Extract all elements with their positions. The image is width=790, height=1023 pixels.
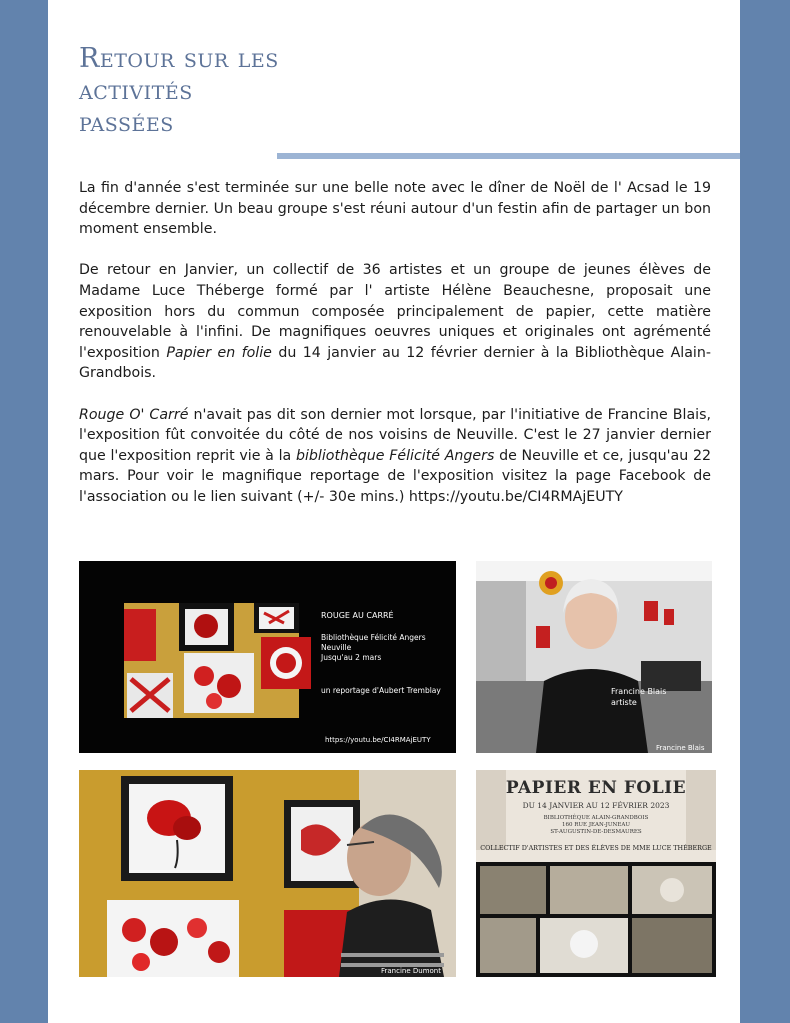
photo-francine-blais — [476, 561, 712, 753]
visitor-image — [79, 770, 456, 977]
portrait-name: Francine Blais — [611, 687, 667, 696]
poster-title: PAPIER EN FOLIE — [505, 778, 687, 798]
video-credit: un reportage d'Aubert Tremblay — [321, 686, 441, 695]
wall-artworks-image — [79, 561, 456, 753]
paragraph-christmas: La fin d'année s'est terminée sur une belle note avec le dîner de Noël de l' Acsad le 19 décembre dernier. Un beau groupe s'est réuni autour d'un festin afin de partager un bon moment ensemble. — [79, 180, 711, 238]
poster-library: BIBLIOTHÈQUE ALAIN-GRANDBOIS — [543, 815, 649, 821]
poster-place — [476, 815, 716, 836]
exhibition-title: Papier en folie — [166, 344, 272, 361]
page-title — [79, 43, 409, 139]
poster-city: ST-AUGUSTIN-DE-DESMAURES — [550, 829, 642, 835]
portrait-image — [476, 561, 712, 753]
article-body — [79, 178, 711, 528]
poster-papier-en-folie — [476, 770, 716, 977]
paragraph-papier-en-folie: De retour en Janvier, un collectif de 36 artistes et un groupe de jeunes élèves de Madame Luce Théberge formé par l' artiste Hélène Beauchesne, proposait une exposition hors du commun composée principalement de papier, cette matière renouvelable à l'infini. De magnifiques oeuvres uniques et originales ont agrémenté l'exposition Papier en folie du 14 janvier au 12 février dernier à la Bibliothèque Alain-Grandbois. — [79, 262, 711, 382]
video-dates: Jusqu'au 2 mars — [321, 653, 382, 662]
title-line: activités — [79, 75, 193, 106]
title-line: Retour sur les — [79, 43, 279, 74]
photo-credit: Francine Blais — [656, 744, 705, 752]
video-venue-town: Neuville — [321, 643, 352, 652]
title-line: passées — [79, 107, 174, 138]
exhibition-title: Rouge O' Carré — [79, 406, 189, 423]
title-divider — [277, 153, 740, 159]
poster-address: 160 RUE JEAN-JUNEAU — [562, 822, 630, 828]
video-heading: ROUGE AU CARRÉ — [321, 611, 394, 620]
paragraph-rouge-o-carre: Rouge O' Carré n'avait pas dit son dernier mot lorsque, par l'initiative de Francine Blais, l'exposition fût convoitée du côté de nos voisins de Neuville. C'est le 27 janvier dernier que l'exposition reprit vie à la bibliothèque Félicité Angers de Neuville et ce, jusqu'au 22 mars. Pour voir le magnifique reportage de l'exposition visitez la page Facebook de l'association ou le lien suivant (+/- 30e mins.) https://youtu.be/CI4RMAjEUTY — [79, 406, 712, 505]
page — [48, 0, 740, 1023]
photo-exhibition-visitor — [79, 770, 456, 977]
poster-dates: DU 14 JANVIER AU 12 FÉVRIER 2023 — [522, 801, 670, 810]
portrait-role: artiste — [611, 698, 637, 707]
poster-collective: COLLECTIF D'ARTISTES ET DES ÉLÈVES DE MME LUCE THÉBERGE — [480, 844, 712, 852]
video-url[interactable]: https://youtu.be/CI4RMAjEUTY — [325, 736, 431, 744]
video-thumbnail-rouge-au-carre[interactable] — [79, 561, 456, 753]
photo-credit: Francine Dumont — [381, 967, 441, 975]
library-name: bibliothèque Félicité Angers — [295, 447, 495, 464]
video-venue: Bibliothèque Félicité Angers — [321, 633, 426, 642]
